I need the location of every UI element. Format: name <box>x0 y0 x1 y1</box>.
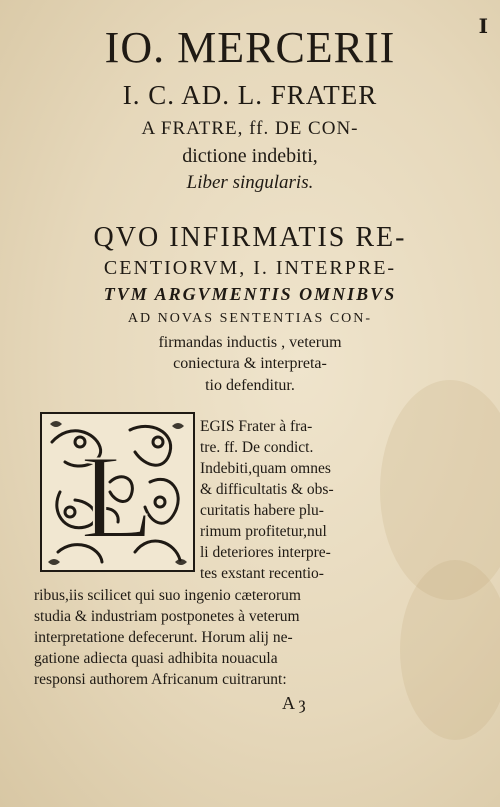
body-line: studia & industriam postponetes à veterum <box>34 608 300 625</box>
title-line-2: I. C. AD. L. FRATER <box>122 80 378 110</box>
body-line: li deteriores interpre- <box>200 544 331 561</box>
body-line: EGIS Frater à fra- <box>200 418 313 435</box>
body-line: Indebiti,quam omnes <box>200 460 331 477</box>
subtitle-line-4: AD NOVAS SENTENTIAS CON- <box>127 311 373 326</box>
body-line: interpretatione defecerunt. Horum alij ne- <box>34 629 293 646</box>
subtitle-line-3: TVM ARGVMENTIS OMNIBVS <box>103 284 397 304</box>
page-number: I <box>478 14 488 38</box>
body-line: tre. ff. De condict. <box>200 439 314 456</box>
body-line: ribus,iis scilicet qui suo ingenio cæterorum <box>34 587 301 604</box>
subtitle-line-5: firmandas inductis , veterum <box>158 334 342 351</box>
paper-stain <box>400 560 500 740</box>
title-author: IO. MERCERII <box>104 23 396 72</box>
title-line-5: Liber singularis. <box>186 172 314 193</box>
subtitle-line-6: coniectura & interpreta- <box>173 355 327 372</box>
body-line: responsi authorem Africanum cuitrarunt: <box>34 671 287 688</box>
subtitle-line-2: CENTIORVM, I. INTERPRE- <box>103 257 397 279</box>
title-line-4: dictione indebiti, <box>182 145 318 167</box>
decorated-initial-icon <box>40 412 195 572</box>
title-line-3: A FRATRE, ff. DE CON- <box>141 118 359 139</box>
body-line: tes exstant recentio- <box>200 565 324 582</box>
body-line: & difficultatis & obs- <box>200 481 334 498</box>
body-line: gatione adiecta quasi adhibita nouacula <box>34 650 278 667</box>
subtitle-line-1: QVO INFIRMATIS RE- <box>93 222 407 253</box>
initial-letter: L <box>80 430 154 563</box>
signature-mark: A ȝ <box>282 693 306 713</box>
subtitle-line-7: tio defenditur. <box>205 377 295 394</box>
body-line: rimum profitetur,nul <box>200 523 327 540</box>
body-line: curitatis habere plu- <box>200 502 324 519</box>
